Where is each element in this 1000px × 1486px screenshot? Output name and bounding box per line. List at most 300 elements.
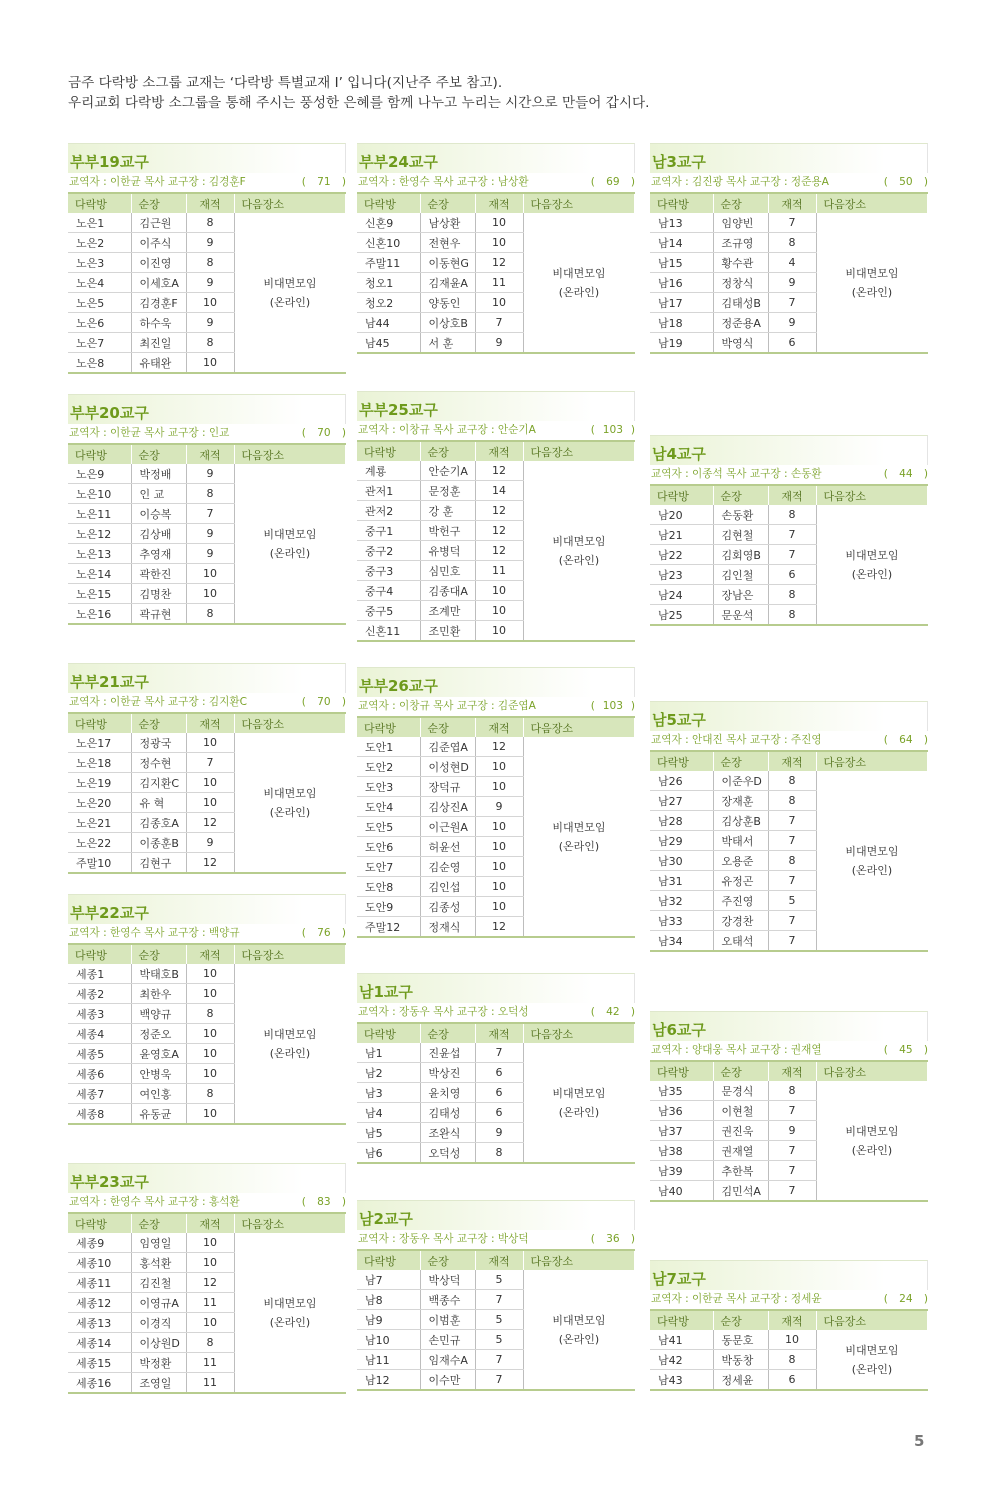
- leader-cell: 조계만: [420, 601, 475, 621]
- room-cell: 중구1: [357, 521, 420, 541]
- enrolled-cell: 7: [768, 525, 816, 545]
- table-row: [357, 461, 635, 481]
- room-cell: 청오1: [357, 273, 420, 293]
- table-header-row: [650, 751, 928, 771]
- enrolled-cell: 7: [768, 213, 816, 233]
- district-block: [68, 894, 346, 1125]
- room-cell: 남9: [357, 1310, 420, 1330]
- leader-cell: 권진욱: [713, 1121, 768, 1141]
- leader-cell: 권재열: [713, 1141, 768, 1161]
- leader-cell: 김인철: [713, 565, 768, 585]
- room-cell: 남10: [357, 1330, 420, 1350]
- room-cell: 노은14: [68, 564, 131, 584]
- enrolled-cell: 8: [768, 605, 816, 626]
- district-staff: 교역자 : 이한균 목사 교구장 : 정세윤: [651, 1293, 822, 1305]
- enrolled-cell: 8: [186, 604, 234, 625]
- header-leader: 순장: [131, 713, 186, 733]
- district-count-value: 44: [899, 468, 913, 480]
- enrolled-cell: 7: [768, 1101, 816, 1121]
- leader-cell: 진윤섭: [420, 1043, 475, 1063]
- enrolled-cell: 7: [768, 811, 816, 831]
- next-place-cell: [816, 1330, 928, 1390]
- room-cell: 세종1: [68, 964, 131, 984]
- leader-cell: 유동균: [131, 1104, 186, 1125]
- enrolled-cell: 7: [475, 1350, 523, 1370]
- room-cell: 남19: [650, 333, 713, 354]
- next-place-cell: [523, 737, 635, 937]
- enrolled-cell: 7: [475, 313, 523, 333]
- next-place-cell: [523, 461, 635, 641]
- room-cell: 남39: [650, 1161, 713, 1181]
- enrolled-cell: 5: [475, 1330, 523, 1350]
- enrolled-cell: 10: [475, 857, 523, 877]
- enrolled-cell: 8: [768, 585, 816, 605]
- leader-cell: 안순기A: [420, 461, 475, 481]
- room-cell: 남36: [650, 1101, 713, 1121]
- district-table: [650, 1309, 928, 1391]
- intro-line-1: 금주 다락방 소그룹 교재는 ‘다락방 특별교재 Ⅰ’ 입니다(지난주 주보 참고).: [68, 75, 503, 91]
- district-staff: 교역자 : 양대웅 목사 교구장 : 권재열: [651, 1044, 822, 1056]
- place-line-2: (온라인): [851, 285, 893, 299]
- district-title: 남2교구: [357, 1200, 635, 1230]
- district-info: [357, 1003, 635, 1022]
- room-cell: 남16: [650, 273, 713, 293]
- room-cell: 노은2: [68, 233, 131, 253]
- enrolled-cell: 8: [768, 851, 816, 871]
- leader-cell: 유 혁: [131, 793, 186, 813]
- district-table: [357, 716, 635, 938]
- district-staff: 교역자 : 한영수 목사 교구장 : 백양규: [69, 927, 240, 939]
- header-place: 다음장소: [816, 751, 928, 771]
- enrolled-cell: 5: [475, 1270, 523, 1290]
- district-staff: 교역자 : 장동우 목사 교구장 : 박상덕: [358, 1233, 529, 1245]
- header-room: 다락방: [357, 1250, 420, 1270]
- enrolled-cell: 9: [475, 797, 523, 817]
- header-room: 다락방: [357, 441, 420, 461]
- leader-cell: 이경직: [131, 1313, 186, 1333]
- district-table: [357, 440, 635, 642]
- enrolled-cell: 10: [475, 757, 523, 777]
- enrolled-cell: 10: [475, 621, 523, 642]
- enrolled-cell: 8: [768, 233, 816, 253]
- header-place: 다음장소: [523, 1023, 635, 1043]
- leader-cell: 유태완: [131, 353, 186, 374]
- room-cell: 중구2: [357, 541, 420, 561]
- district-block: [68, 663, 346, 874]
- room-cell: 남33: [650, 911, 713, 931]
- leader-cell: 문정훈: [420, 481, 475, 501]
- leader-cell: 이상원D: [131, 1333, 186, 1353]
- enrolled-cell: 12: [475, 521, 523, 541]
- next-place-cell: [234, 733, 346, 873]
- header-enrolled: 재적: [768, 193, 816, 213]
- room-cell: 도안3: [357, 777, 420, 797]
- enrolled-cell: 10: [186, 1044, 234, 1064]
- district-staff: 교역자 : 한영수 목사 교구장 : 홍석환: [69, 1196, 240, 1208]
- district-table: [650, 192, 928, 354]
- enrolled-cell: 5: [475, 1310, 523, 1330]
- header-leader: 순장: [420, 1250, 475, 1270]
- leader-cell: 윤영호A: [131, 1044, 186, 1064]
- room-cell: 주말11: [357, 253, 420, 273]
- leader-cell: 김진철: [131, 1273, 186, 1293]
- leader-cell: 오용준: [713, 851, 768, 871]
- district-info: [650, 1290, 928, 1309]
- district-count-value: 70: [317, 696, 331, 708]
- district-title: 남7교구: [650, 1260, 928, 1290]
- district-title: 남5교구: [650, 701, 928, 731]
- district-staff: 교역자 : 한영수 목사 교구장 : 남상환: [358, 176, 529, 188]
- header-room: 다락방: [650, 1310, 713, 1330]
- district-count: ( 42 ): [591, 1003, 635, 1022]
- district-table: [68, 443, 346, 625]
- table-header-row: [357, 193, 635, 213]
- leader-cell: 조완식: [420, 1123, 475, 1143]
- room-cell: 남26: [650, 771, 713, 791]
- room-cell: 남5: [357, 1123, 420, 1143]
- leader-cell: 정준오: [131, 1024, 186, 1044]
- district-info: [68, 424, 346, 443]
- leader-cell: 임영일: [131, 1233, 186, 1253]
- header-room: 다락방: [68, 193, 131, 213]
- district-table: [357, 192, 635, 354]
- district-info: [650, 173, 928, 192]
- header-place: 다음장소: [816, 1310, 928, 1330]
- enrolled-cell: 10: [186, 353, 234, 374]
- room-cell: 노은10: [68, 484, 131, 504]
- district-block: [650, 143, 928, 354]
- room-cell: 남40: [650, 1181, 713, 1202]
- next-place-cell: [234, 464, 346, 624]
- header-leader: 순장: [420, 441, 475, 461]
- room-cell: 신혼9: [357, 213, 420, 233]
- place-line-1: 비대면모임: [263, 276, 317, 290]
- enrolled-cell: 7: [475, 1290, 523, 1310]
- enrolled-cell: 11: [475, 273, 523, 293]
- room-cell: 남18: [650, 313, 713, 333]
- place-line-1: 비대면모임: [845, 844, 899, 858]
- place-line-1: 비대면모임: [845, 548, 899, 562]
- room-cell: 남8: [357, 1290, 420, 1310]
- enrolled-cell: 10: [186, 1104, 234, 1125]
- district-block: [650, 435, 928, 626]
- leader-cell: 정수현: [131, 753, 186, 773]
- district-block: [357, 667, 635, 938]
- leader-cell: 김순영: [420, 857, 475, 877]
- table-row: [650, 213, 928, 233]
- leader-cell: 주진영: [713, 891, 768, 911]
- room-cell: 중구3: [357, 561, 420, 581]
- header-leader: 순장: [420, 717, 475, 737]
- header-room: 다락방: [357, 1023, 420, 1043]
- header-place: 다음장소: [816, 193, 928, 213]
- header-enrolled: 재적: [475, 1023, 523, 1043]
- leader-cell: 박상덕: [420, 1270, 475, 1290]
- leader-cell: 백종수: [420, 1290, 475, 1310]
- header-enrolled: 재적: [186, 193, 234, 213]
- enrolled-cell: 8: [186, 213, 234, 233]
- room-cell: 중구5: [357, 601, 420, 621]
- leader-cell: 여인홍: [131, 1084, 186, 1104]
- enrolled-cell: 9: [475, 1123, 523, 1143]
- header-enrolled: 재적: [768, 1061, 816, 1081]
- header-enrolled: 재적: [475, 193, 523, 213]
- room-cell: 남32: [650, 891, 713, 911]
- leader-cell: 김태성B: [713, 293, 768, 313]
- district-staff: 교역자 : 장동우 목사 교구장 : 오덕성: [358, 1006, 529, 1018]
- page-number: 5: [914, 1432, 925, 1450]
- district-title: 부부21교구: [68, 663, 346, 693]
- district-count: ( 71 ): [302, 173, 346, 192]
- room-cell: 남11: [357, 1350, 420, 1370]
- enrolled-cell: 7: [768, 871, 816, 891]
- room-cell: 관저1: [357, 481, 420, 501]
- enrolled-cell: 7: [768, 831, 816, 851]
- room-cell: 남21: [650, 525, 713, 545]
- room-cell: 노은7: [68, 333, 131, 353]
- room-cell: 도안5: [357, 817, 420, 837]
- leader-cell: 김민석A: [713, 1181, 768, 1202]
- enrolled-cell: 10: [475, 877, 523, 897]
- next-place-cell: [234, 213, 346, 373]
- leader-cell: 김명찬: [131, 584, 186, 604]
- header-enrolled: 재적: [186, 944, 234, 964]
- leader-cell: 동문호: [713, 1330, 768, 1350]
- place-line-1: 비대면모임: [552, 1313, 606, 1327]
- leader-cell: 정준용A: [713, 313, 768, 333]
- enrolled-cell: 10: [475, 233, 523, 253]
- enrolled-cell: 10: [186, 984, 234, 1004]
- district-info: [650, 731, 928, 750]
- room-cell: 노은18: [68, 753, 131, 773]
- room-cell: 주말12: [357, 917, 420, 938]
- room-cell: 노은5: [68, 293, 131, 313]
- place-line-2: (온라인): [269, 295, 311, 309]
- room-cell: 도안8: [357, 877, 420, 897]
- table-row: [357, 737, 635, 757]
- place-line-1: 비대면모임: [552, 266, 606, 280]
- room-cell: 세종10: [68, 1253, 131, 1273]
- enrolled-cell: 10: [475, 293, 523, 313]
- room-cell: 세종7: [68, 1084, 131, 1104]
- place-line-1: 비대면모임: [552, 820, 606, 834]
- enrolled-cell: 9: [186, 544, 234, 564]
- table-row: [357, 213, 635, 233]
- district-count: ( 103 ): [591, 697, 635, 716]
- district-block: [650, 1011, 928, 1202]
- room-cell: 세종8: [68, 1104, 131, 1125]
- enrolled-cell: 8: [768, 1081, 816, 1101]
- room-cell: 신혼11: [357, 621, 420, 642]
- room-cell: 세종2: [68, 984, 131, 1004]
- district-staff: 교역자 : 김진광 목사 교구장 : 정준용A: [651, 176, 829, 188]
- place-line-2: (온라인): [558, 553, 600, 567]
- table-row: [68, 733, 346, 753]
- leader-cell: 박헌구: [420, 521, 475, 541]
- enrolled-cell: 10: [186, 964, 234, 984]
- header-enrolled: 재적: [186, 713, 234, 733]
- enrolled-cell: 10: [186, 1024, 234, 1044]
- header-place: 다음장소: [816, 485, 928, 505]
- leader-cell: 박상진: [420, 1063, 475, 1083]
- room-cell: 남38: [650, 1141, 713, 1161]
- place-line-1: 비대면모임: [845, 1124, 899, 1138]
- room-cell: 노은8: [68, 353, 131, 374]
- district-title: 부부22교구: [68, 894, 346, 924]
- header-leader: 순장: [713, 1310, 768, 1330]
- enrolled-cell: 12: [186, 1273, 234, 1293]
- header-room: 다락방: [357, 717, 420, 737]
- room-cell: 세종14: [68, 1333, 131, 1353]
- district-staff: 교역자 : 이한균 목사 교구장 : 김경훈F: [69, 176, 246, 188]
- room-cell: 세종11: [68, 1273, 131, 1293]
- district-count-value: 76: [317, 927, 331, 939]
- leader-cell: 이세호A: [131, 273, 186, 293]
- room-cell: 도안1: [357, 737, 420, 757]
- enrolled-cell: 9: [186, 524, 234, 544]
- district-count-value: 45: [899, 1044, 913, 1056]
- enrolled-cell: 8: [475, 1143, 523, 1164]
- district-count: ( 70 ): [302, 424, 346, 443]
- room-cell: 노은20: [68, 793, 131, 813]
- table-row: [357, 1270, 635, 1290]
- leader-cell: 김준엽A: [420, 737, 475, 757]
- enrolled-cell: 12: [475, 541, 523, 561]
- enrolled-cell: 7: [768, 1141, 816, 1161]
- enrolled-cell: 10: [186, 1253, 234, 1273]
- district-count-value: 64: [899, 734, 913, 746]
- district-count-value: 103: [602, 424, 623, 436]
- leader-cell: 이주식: [131, 233, 186, 253]
- next-place-cell: [234, 1233, 346, 1393]
- enrolled-cell: 4: [768, 253, 816, 273]
- place-line-1: 비대면모임: [552, 1086, 606, 1100]
- enrolled-cell: 7: [475, 1370, 523, 1391]
- enrolled-cell: 10: [475, 581, 523, 601]
- leader-cell: 김지환C: [131, 773, 186, 793]
- leader-cell: 김상배: [131, 524, 186, 544]
- leader-cell: 김태성: [420, 1103, 475, 1123]
- enrolled-cell: 10: [768, 1330, 816, 1350]
- district-staff: 교역자 : 이창규 목사 교구장 : 안순기A: [358, 424, 536, 436]
- district-block: [650, 701, 928, 952]
- district-table: [68, 943, 346, 1125]
- district-title: 부부24교구: [357, 143, 635, 173]
- room-cell: 세종4: [68, 1024, 131, 1044]
- district-info: [68, 1193, 346, 1212]
- table-header-row: [650, 485, 928, 505]
- leader-cell: 황수관: [713, 253, 768, 273]
- room-cell: 도안4: [357, 797, 420, 817]
- enrolled-cell: 11: [475, 561, 523, 581]
- header-room: 다락방: [68, 1213, 131, 1233]
- room-cell: 세종13: [68, 1313, 131, 1333]
- leader-cell: 장재훈: [713, 791, 768, 811]
- enrolled-cell: 10: [475, 777, 523, 797]
- room-cell: 남24: [650, 585, 713, 605]
- enrolled-cell: 12: [475, 501, 523, 521]
- leader-cell: 오태석: [713, 931, 768, 952]
- enrolled-cell: 10: [475, 213, 523, 233]
- room-cell: 노은9: [68, 464, 131, 484]
- leader-cell: 정창식: [713, 273, 768, 293]
- enrolled-cell: 9: [475, 333, 523, 354]
- district-count-value: 70: [317, 427, 331, 439]
- leader-cell: 이종훈B: [131, 833, 186, 853]
- leader-cell: 서 훈: [420, 333, 475, 354]
- room-cell: 남1: [357, 1043, 420, 1063]
- leader-cell: 곽규현: [131, 604, 186, 625]
- leader-cell: 김재윤A: [420, 273, 475, 293]
- leader-cell: 전현우: [420, 233, 475, 253]
- place-line-2: (온라인): [558, 285, 600, 299]
- leader-cell: 이근원A: [420, 817, 475, 837]
- room-cell: 노은6: [68, 313, 131, 333]
- district-table: [68, 1212, 346, 1394]
- room-cell: 노은3: [68, 253, 131, 273]
- leader-cell: 양동인: [420, 293, 475, 313]
- room-cell: 남44: [357, 313, 420, 333]
- enrolled-cell: 7: [768, 293, 816, 313]
- district-title: 남6교구: [650, 1011, 928, 1041]
- room-cell: 남17: [650, 293, 713, 313]
- enrolled-cell: 8: [186, 1084, 234, 1104]
- place-line-2: (온라인): [851, 1143, 893, 1157]
- enrolled-cell: 8: [186, 253, 234, 273]
- table-row: [68, 213, 346, 233]
- room-cell: 도안6: [357, 837, 420, 857]
- leader-cell: 유병덕: [420, 541, 475, 561]
- header-room: 다락방: [68, 713, 131, 733]
- enrolled-cell: 6: [475, 1063, 523, 1083]
- leader-cell: 추영재: [131, 544, 186, 564]
- district-staff: 교역자 : 안대진 목사 교구장 : 주진영: [651, 734, 822, 746]
- district-title: 부부26교구: [357, 667, 635, 697]
- room-cell: 노은1: [68, 213, 131, 233]
- enrolled-cell: 9: [186, 233, 234, 253]
- header-room: 다락방: [650, 1061, 713, 1081]
- district-staff: 교역자 : 이창규 목사 교구장 : 김준엽A: [358, 700, 536, 712]
- district-info: [357, 697, 635, 716]
- next-place-cell: [816, 771, 928, 951]
- next-place-cell: [523, 1270, 635, 1390]
- district-title: 남4교구: [650, 435, 928, 465]
- header-place: 다음장소: [523, 193, 635, 213]
- leader-cell: 박정배: [131, 464, 186, 484]
- district-count: ( 24 ): [884, 1290, 928, 1309]
- district-table: [68, 712, 346, 874]
- enrolled-cell: 8: [768, 1350, 816, 1370]
- enrolled-cell: 9: [186, 464, 234, 484]
- room-cell: 노은11: [68, 504, 131, 524]
- district-count: ( 83 ): [302, 1193, 346, 1212]
- room-cell: 남27: [650, 791, 713, 811]
- leader-cell: 박태서: [713, 831, 768, 851]
- enrolled-cell: 8: [768, 791, 816, 811]
- leader-cell: 김근원: [131, 213, 186, 233]
- leader-cell: 박정환: [131, 1353, 186, 1373]
- leader-cell: 백양규: [131, 1004, 186, 1024]
- enrolled-cell: 12: [475, 737, 523, 757]
- room-cell: 세종16: [68, 1373, 131, 1394]
- header-place: 다음장소: [816, 1061, 928, 1081]
- district-title: 부부20교구: [68, 394, 346, 424]
- district-block: [357, 391, 635, 642]
- district-count: ( 50 ): [884, 173, 928, 192]
- leader-cell: 정광국: [131, 733, 186, 753]
- place-line-2: (온라인): [269, 546, 311, 560]
- place-line-2: (온라인): [558, 839, 600, 853]
